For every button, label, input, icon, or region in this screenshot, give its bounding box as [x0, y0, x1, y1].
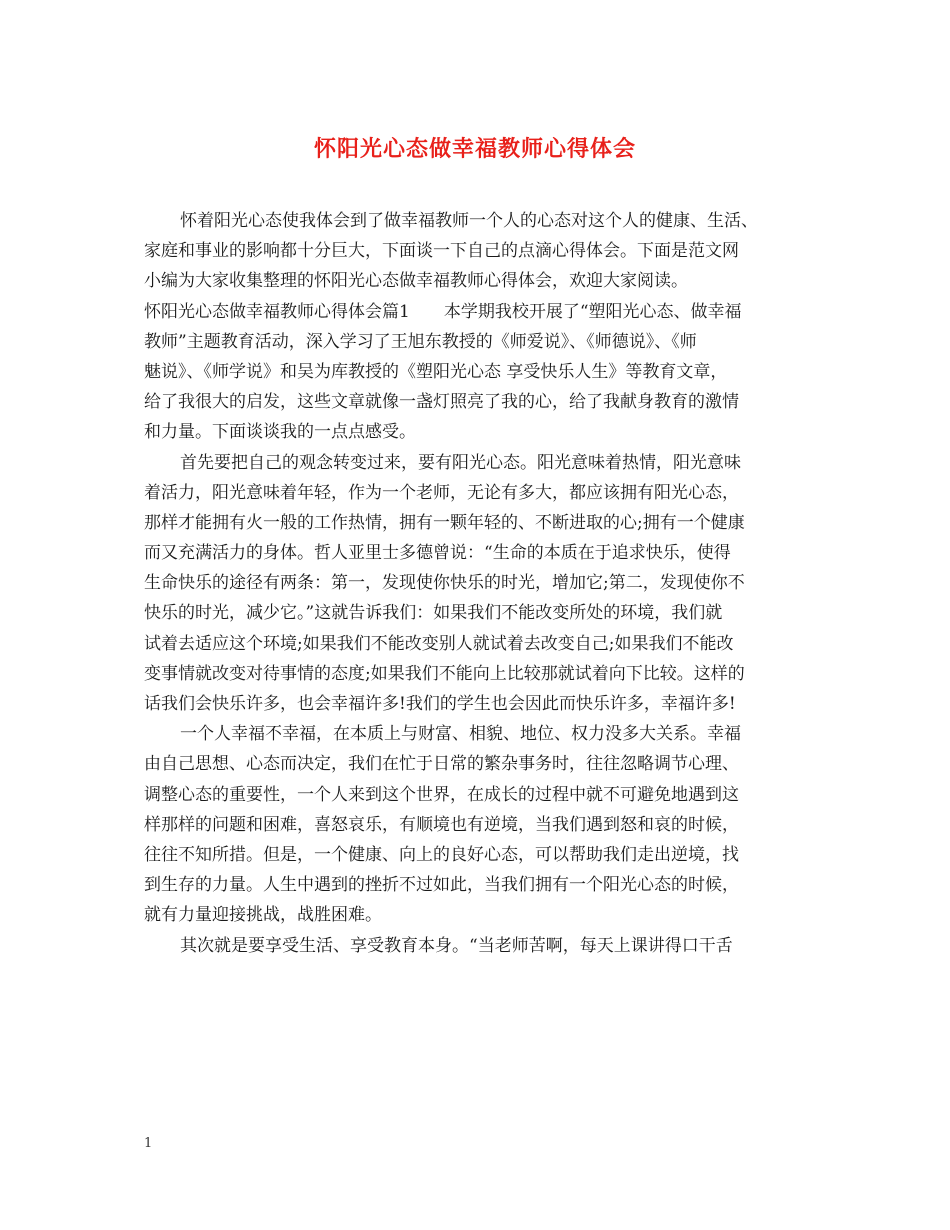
text-line: 一个人幸福不幸福，在本质上与财富、相貌、地位、权力没多大关系。幸福 — [180, 724, 741, 745]
text-line: 着活力，阳光意味着年轻，作为一个老师，无论有多大，都应该拥有阳光心态， — [144, 482, 739, 503]
text-line: 首先要把自己的观念转变过来，要有阳光心态。阳光意味着热情，阳光意味 — [180, 452, 741, 473]
text-line: 到生存的力量。人生中遇到的挫折不过如此，当我们拥有一个阳光心态的时候， — [144, 875, 739, 896]
text-line: 话我们会快乐许多，也会幸福许多!我们的学生也会因此而快乐许多，幸福许多! — [144, 694, 736, 714]
document-title: 怀阳光心态做幸福教师心得体会 — [313, 136, 636, 162]
text-line: 教师”主题教育活动，深入学习了王旭东教授的《师爱说》、《师德说》、《师 — [144, 331, 697, 352]
text-line: 那样才能拥有火一般的工作热情，拥有一颗年轻的、不断进取的心;拥有一个健康 — [144, 512, 745, 533]
document-body — [144, 206, 814, 961]
text-line: 怀着阳光心态使我体会到了做幸福教师一个人的心态对这个人的健康、生活、 — [180, 211, 758, 231]
text-line: 其次就是要享受生活、享受教育本身。“当老师苦啊，每天上课讲得口干舌 — [180, 935, 733, 956]
page-number: 1 — [144, 1136, 153, 1151]
text-line: 快乐的时光，减少它。”这就告诉我们：如果我们不能改变所处的环境，我们就 — [144, 603, 723, 624]
text-line: 就有力量迎接挑战，战胜困难。 — [144, 905, 382, 926]
text-line: 给了我很大的启发，这些文章就像一盏灯照亮了我的心，给了我献身教育的激情 — [144, 392, 739, 413]
text-line: 往往不知所措。但是，一个健康、向上的良好心态，可以帮助我们走出逆境，找 — [144, 844, 739, 865]
text-line: 样那样的问题和困难，喜怒哀乐，有顺境也有逆境，当我们遇到怒和哀的时候， — [144, 814, 739, 835]
text-line: 调整心态的重要性，一个人来到这个世界，在成长的过程中就不可避免地遇到这 — [144, 784, 739, 805]
text-line: 小编为大家收集整理的怀阳光心态做幸福教师心得体会，欢迎大家阅读。 — [144, 271, 688, 292]
text-line: 魅说》、《师学说》和吴为库教授的《塑阳光心态 享受快乐人生》等教育文章， — [144, 361, 728, 382]
text-line: 试着去适应这个环境;如果我们不能改变别人就试着去改变自己;如果我们不能改 — [144, 633, 734, 654]
text-line: 家庭和事业的影响都十分巨大，下面谈一下自己的点滴心得体会。下面是范文网 — [144, 241, 739, 262]
text-line: 而又充满活力的身体。哲人亚里士多德曾说：“生命的本质在于追求快乐，使得 — [144, 543, 731, 564]
text-line: 由自己思想、心态而决定，我们在忙于日常的繁杂事务时，往往忽略调节心理、 — [144, 754, 739, 775]
text-line: 生命快乐的途径有两条：第一，发现使你快乐的时光，增加它;第二，发现使你不 — [144, 573, 745, 594]
text-line: 怀阳光心态做幸福教师心得体会篇1 本学期我校开展了“塑阳光心态、做幸福 — [144, 301, 742, 322]
text-line: 和力量。下面谈谈我的一点点感受。 — [144, 422, 416, 443]
text-line: 变事情就改变对待事情的态度;如果我们不能向上比较那就试着向下比较。这样的 — [144, 663, 745, 684]
